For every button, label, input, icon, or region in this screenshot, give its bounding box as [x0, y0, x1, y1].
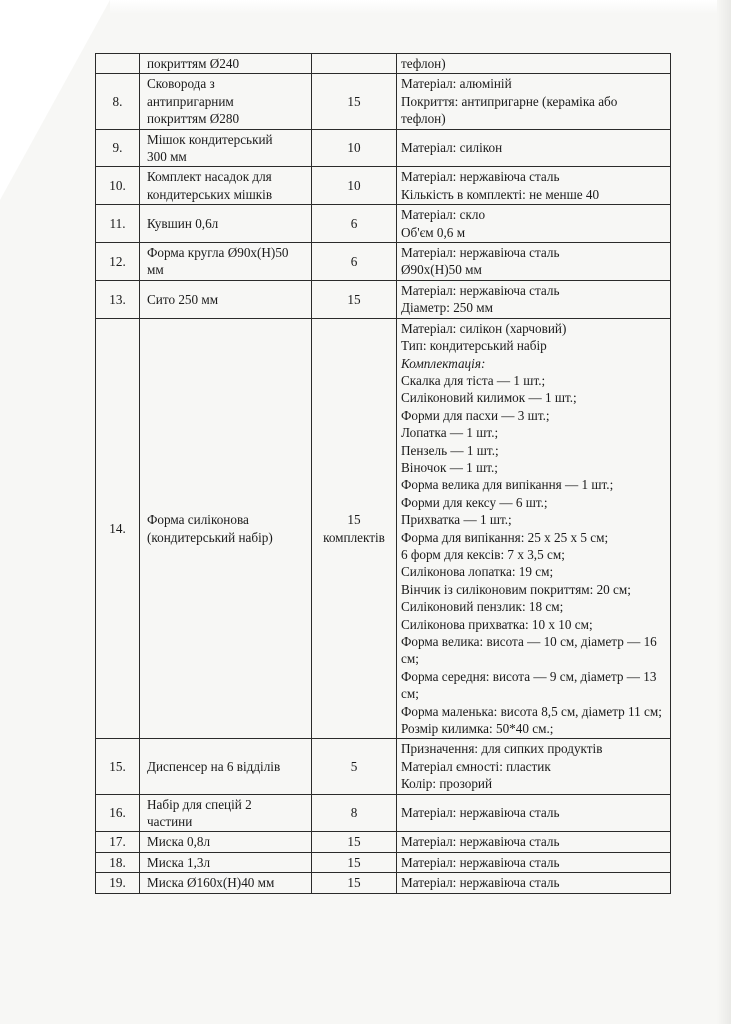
- specification-line: Тип: кондитерський набір: [401, 338, 547, 354]
- item-name: [140, 318, 312, 739]
- item-quantity: [312, 280, 397, 318]
- row-number: 15.: [96, 739, 140, 794]
- item-name-line: частини: [147, 814, 193, 830]
- item-quantity: [312, 167, 397, 205]
- item-quantity-line: комплектів: [323, 529, 385, 545]
- item-name-line: Форма кругла Ø90х(Н)50: [147, 245, 289, 261]
- row-number: 10.: [96, 167, 140, 205]
- item-name: [140, 739, 312, 794]
- row-number: 18.: [96, 852, 140, 872]
- item-name-line: покриттям Ø240: [147, 56, 240, 71]
- item-name-line: мм: [147, 262, 164, 278]
- specification-line: Матеріал: скло: [401, 207, 486, 223]
- item-name: [140, 54, 312, 74]
- specification-line: Форма маленька: висота 8,5 см, діаметр 11 см;: [401, 703, 662, 719]
- item-specification: [397, 205, 671, 243]
- specification-table: [95, 53, 671, 894]
- item-specification: [397, 54, 671, 74]
- item-name: [140, 832, 312, 852]
- item-specification: [397, 129, 671, 167]
- item-quantity: [312, 318, 397, 739]
- specification-line: Матеріал: нержавіюча сталь: [401, 834, 560, 850]
- item-name-line: Миска 1,3л: [147, 854, 211, 870]
- table-row: [96, 739, 671, 794]
- specification-line: Призначення: для сипких продуктів: [401, 741, 603, 757]
- specification-line: Скалка для тіста — 1 шт.;: [401, 372, 546, 388]
- specification-line: Пензель — 1 шт.;: [401, 442, 499, 458]
- item-quantity-line: 15: [347, 854, 361, 870]
- table-row: [96, 873, 671, 893]
- item-quantity-line: 5: [350, 758, 358, 774]
- specification-line: Матеріал: нержавіюча сталь: [401, 245, 560, 261]
- item-name-line: Форма силіконова: [147, 512, 249, 528]
- item-quantity: [312, 832, 397, 852]
- specification-line: Віночок — 1 шт.;: [401, 459, 498, 475]
- item-quantity: [312, 794, 397, 832]
- table-row: [96, 167, 671, 205]
- specification-line: Матеріал: нержавіюча сталь: [401, 854, 560, 870]
- table-row: [96, 74, 671, 129]
- item-specification: [397, 167, 671, 205]
- item-specification: [397, 243, 671, 281]
- specification-line: Матеріал: нержавіюча сталь: [401, 875, 560, 891]
- item-name-line: 300 мм: [147, 149, 187, 165]
- specification-line: Матеріал: силікон (харчовий): [401, 320, 567, 336]
- item-name-line: антипригарним: [147, 93, 234, 109]
- item-name-line: Миска Ø160х(Н)40 мм: [147, 875, 275, 891]
- item-name: [140, 280, 312, 318]
- specification-line: Матеріал ємності: пластик: [401, 758, 551, 774]
- item-quantity: [312, 129, 397, 167]
- item-name-line: Кувшин 0,6л: [147, 215, 219, 231]
- specification-line: Форми для пасхи — 3 шт.;: [401, 407, 550, 423]
- row-number: 19.: [96, 873, 140, 893]
- row-number: 17.: [96, 832, 140, 852]
- item-name-line: покриттям Ø280: [147, 111, 240, 127]
- item-quantity: [312, 873, 397, 893]
- item-name: [140, 243, 312, 281]
- item-quantity: [312, 54, 397, 74]
- item-specification: [397, 832, 671, 852]
- item-name-line: Комплект насадок для: [147, 169, 272, 185]
- specification-line: Матеріал: нержавіюча сталь: [401, 805, 560, 821]
- table-row: [96, 832, 671, 852]
- item-specification: [397, 280, 671, 318]
- specification-line: Об'єм 0,6 м: [401, 224, 466, 240]
- specification-line: Колір: прозорий: [401, 776, 493, 792]
- specification-line: Кількість в комплекті: не менше 40: [401, 186, 600, 202]
- item-quantity: [312, 243, 397, 281]
- item-quantity-line: 15: [347, 291, 361, 307]
- item-name-line: Сито 250 мм: [147, 291, 219, 307]
- item-quantity-line: 8: [350, 805, 358, 821]
- item-quantity-line: 15: [347, 93, 361, 109]
- scan-right-edge: [717, 0, 731, 1024]
- item-name: [140, 794, 312, 832]
- item-quantity-line: 15: [347, 834, 361, 850]
- specification-line: Силіконовий пензлик: 18 см;: [401, 599, 564, 615]
- specification-line: Форми для кексу — 6 шт.;: [401, 494, 548, 510]
- table-row: [96, 54, 671, 74]
- item-quantity-line: 10: [347, 178, 361, 194]
- specification-line: Форма велика для випікання — 1 шт.;: [401, 477, 614, 493]
- row-number: 12.: [96, 243, 140, 281]
- specification-line: Комплектація:: [401, 355, 486, 371]
- item-specification: [397, 318, 671, 739]
- scan-top-edge: [110, 0, 731, 14]
- item-name-line: Сковорода з: [147, 76, 215, 92]
- item-specification: [397, 852, 671, 872]
- specification-line: Форма середня: висота — 9 см, діаметр — 13 см;: [401, 668, 657, 702]
- specification-line: Силіконова лопатка: 19 см;: [401, 564, 554, 580]
- table-body: [96, 54, 671, 894]
- item-quantity: [312, 74, 397, 129]
- specification-line: Матеріал: нержавіюча сталь: [401, 169, 560, 185]
- row-number: 13.: [96, 280, 140, 318]
- item-quantity: [312, 739, 397, 794]
- specification-line: тефлон): [401, 56, 446, 71]
- row-number: 9.: [96, 129, 140, 167]
- table-row: [96, 280, 671, 318]
- item-name-line: Набір для спецій 2: [147, 796, 252, 812]
- item-name: [140, 74, 312, 129]
- table-row: [96, 318, 671, 739]
- item-name: [140, 167, 312, 205]
- table-row: [96, 129, 671, 167]
- item-specification: [397, 739, 671, 794]
- row-number: 14.: [96, 318, 140, 739]
- specification-line: Матеріал: нержавіюча сталь: [401, 282, 560, 298]
- item-name: [140, 873, 312, 893]
- item-name: [140, 205, 312, 243]
- scan-folded-corner: [0, 0, 110, 200]
- specification-line: Матеріал: алюміній: [401, 76, 512, 92]
- item-quantity-line: 15: [347, 875, 361, 891]
- specification-line: Діаметр: 250 мм: [401, 300, 493, 316]
- item-quantity-line: 10: [347, 140, 361, 156]
- item-name-line: Миска 0,8л: [147, 834, 211, 850]
- item-quantity: [312, 205, 397, 243]
- item-quantity-line: 6: [350, 215, 358, 231]
- specification-line: тефлон): [401, 111, 446, 127]
- table-row: [96, 852, 671, 872]
- specification-line: Форма для випікання: 25 х 25 х 5 см;: [401, 529, 609, 545]
- row-number: 11.: [96, 205, 140, 243]
- table-row: [96, 205, 671, 243]
- specification-line: Лопатка — 1 шт.;: [401, 425, 499, 441]
- specification-line: Силіконовий килимок — 1 шт.;: [401, 390, 577, 406]
- specification-line: Прихватка — 1 шт.;: [401, 512, 512, 528]
- item-name: [140, 129, 312, 167]
- specification-line: Матеріал: силікон: [401, 140, 503, 156]
- specification-line: Розмір килимка: 50*40 см.;: [401, 721, 554, 737]
- item-specification: [397, 794, 671, 832]
- row-number: [96, 54, 140, 74]
- row-number: 8.: [96, 74, 140, 129]
- item-name-line: Мішок кондитерський: [147, 131, 273, 147]
- item-name: [140, 852, 312, 872]
- item-specification: [397, 873, 671, 893]
- item-name-line: кондитерських мішків: [147, 186, 273, 202]
- item-name-line: Диспенсер на 6 відділів: [147, 758, 281, 774]
- specification-line: Форма велика: висота — 10 см, діаметр — 16 см;: [401, 634, 657, 667]
- item-quantity-line: 6: [350, 253, 358, 269]
- specification-line: Ø90х(Н)50 мм: [401, 262, 482, 278]
- row-number: 16.: [96, 794, 140, 832]
- table-row: [96, 794, 671, 832]
- table-row: [96, 243, 671, 281]
- item-quantity: [312, 852, 397, 872]
- specification-line: Вінчик із силіконовим покриттям: 20 см;: [401, 581, 631, 597]
- item-name-line: (кондитерський набір): [147, 529, 273, 545]
- item-specification: [397, 74, 671, 129]
- specification-line: Силіконова прихватка: 10 х 10 см;: [401, 616, 593, 632]
- specification-line: Покриття: антипригарне (кераміка або: [401, 93, 618, 109]
- specification-line: 6 форм для кексів: 7 х 3,5 см;: [401, 546, 565, 562]
- item-quantity-line: 15: [347, 512, 361, 528]
